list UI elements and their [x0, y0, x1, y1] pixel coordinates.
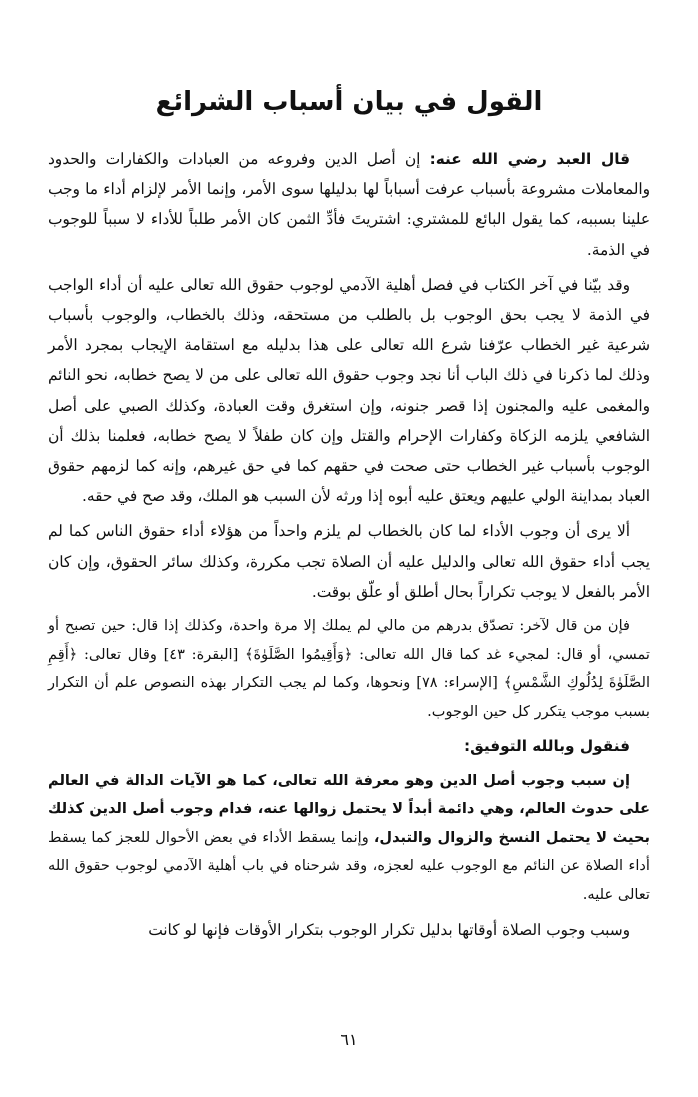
paragraph-6-bold-text: إن سبب وجوب أصل الدين وهو معرفة الله تعالى، كما هو الآيات الدالة في العالم على حدوث العالم، وهي دائمة أبداً لا يحتمل زوالها عنه، فدام وجوب أصل الدين كذلك بحيث لا يحتمل النسخ والزوال والتبدل، [48, 771, 651, 846]
paragraph-5-text: فنقول وبالله التوفيق: [463, 737, 630, 756]
paragraph-3-text: ألا يرى أن وجوب الأداء لما كان بالخطاب لم يلزم واحداً من هؤلاء أداء حقوق الناس كما لم يجب أداء حقوق الله تعالى والدليل عليه أن الصلاة تجب مكررة، وكذلك سائر الحقوق، وإن كان الأمر بالفعل لا يوجب تكراراً بحال أطلق أو علّق بوقت. [48, 522, 650, 601]
paragraph-7 [48, 915, 650, 945]
page-number: ٦١ [340, 1030, 358, 1049]
paragraph-1-text: إن أصل الدين وفروعه من العبادات والكفارات والحدود والمعاملات مشروعة بأسباب عرفت أسباباً لها بدليلها سوى الأمر، وإنما الأمر لإلزام أداء ما وجب علينا بسببه، كما يقول البائع للمشتري: اشتريتَ فأدِّ الثمن كان الأمر طلباً للأداء لا سبباً للوجوب في الذمة. [48, 150, 650, 259]
paragraph-6-rest: وإنما يسقط الأداء في بعض الأحوال للعجز كما يسقط أداء الصلاة عن النائم مع الوجوب عليه لعجزه، وقد شرحناه في باب أهلية الآدمي لوجوب حقوق الله تعالى عليه. [48, 828, 650, 903]
paragraph-2 [48, 270, 650, 512]
paragraph-1 [48, 144, 650, 265]
document-page [48, 82, 650, 950]
paragraph-1-lead: قال العبد رضي الله عنه: [429, 150, 630, 168]
paragraph-4 [48, 612, 650, 726]
paragraph-2-text: وقد بيّنا في آخر الكتاب في فصل أهلية الآدمي لوجوب حقوق الله تعالى عليه أن أداء الواجب في الذمة لا يجب بحق الوجوب بل بالطلب من مستحقه، وذلك بالخطاب، والوجوب بأسباب شرعية غير الخطاب عرّفنا شرع الله تعالى على هذا بدليله مع استقامة الإيجاب بمجرد الأمر وذلك لما ذكرنا في ذلك الباب أنا نجد وجوب حقوق الله تعالى على من لا يصح خطابه، نحو النائم والمغمى عليه والمجنون إذا قصر جنونه، وإن استغرق وقت العبادة، وكذلك الصبي على أصل الشافعي يلزمه الزكاة وكفارات الإحرام والقتل وإن كان طفلاً لا يصح خطابه، فعلمنا بذلك أن الوجوب بأسباب غير الخطاب حتى صحت في حقهم كما في حق غيرهم، وإنه كما لزمهم حقوق العباد بمداينة الولي عليهم ويعتق عليه أبوه إذا ورثه لأن السبب هو الملك، وقد صح في حقه. [48, 275, 650, 506]
page-title: القول في بيان أسباب الشرائع [155, 87, 543, 117]
paragraph-6 [48, 767, 650, 910]
paragraph-5 [48, 731, 650, 761]
paragraph-4-text: فإن من قال لآخر: تصدّق بدرهم من مالي لم يملك إلا مرة واحدة، وكذلك إذا قال: حين تصبح أو تمسي، أو قال: لمجيء غد كما قال الله تعالى: ﴿وَأَقِيمُوا الصَّلَوٰةَ﴾ [البقرة: ٤٣] وقال تعالى: ﴿أَقِمِ الصَّلَوٰةَ لِدُلُوكِ الشَّمْسِ﴾ [الإسراء: ٧٨] ونحوها، وكما لم يجب التكرار بهذه النصوص علم أن التكرار بسبب موجب يتكرر كل حين الوجوب. [48, 617, 651, 720]
paragraph-3 [48, 516, 650, 607]
paragraph-7-text: وسبب وجوب الصلاة أوقاتها بدليل تكرار الوجوب بتكرار الأوقات فإنها لو كانت [148, 920, 630, 939]
